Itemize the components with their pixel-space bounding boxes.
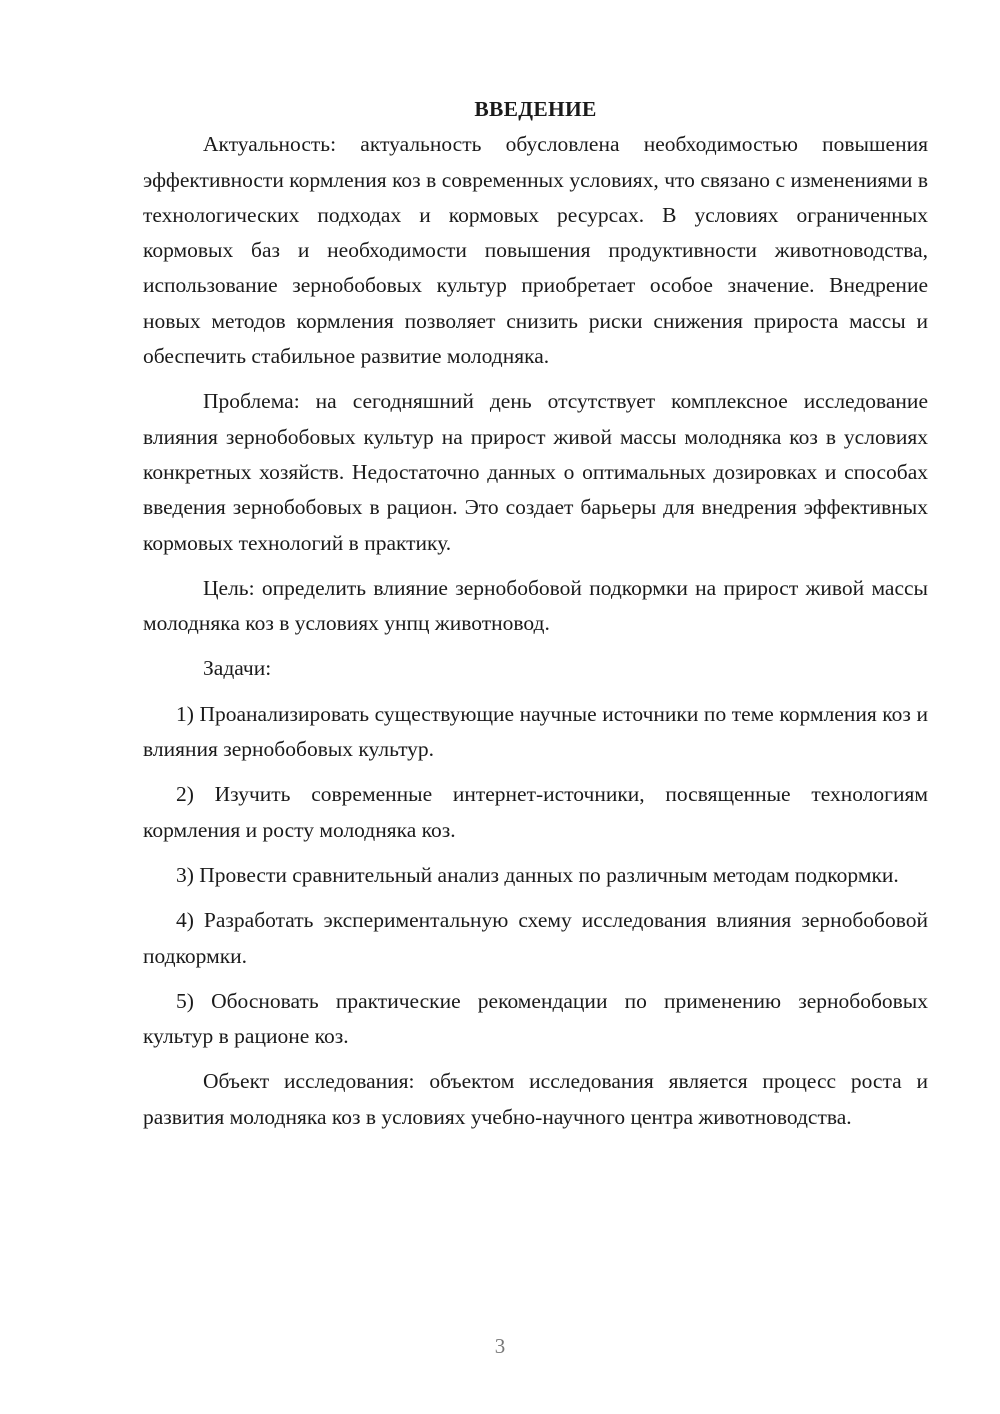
tasks-heading: Задачи: bbox=[203, 656, 272, 681]
page-number: 3 bbox=[494, 1334, 506, 1358]
object-paragraph: Объект исследования: объектом исследования является процесс роста и развития молодняка коз в условиях учебно-научного центра животноводства. bbox=[143, 1069, 928, 1129]
task-item-5: 5) Обосновать практические рекомендации по применению зернобобовых культур в рационе коз. bbox=[143, 988, 928, 1049]
problem-paragraph: Проблема: на сегодняшний день отсутствует комплексное исследование влияния зернобобовых культур на прирост живой массы молодняка коз в условиях конкретных хозяйств. Недостаточно данных о оптимальных дозировках и способах введения зернобобовых в рацион. Это создает барьеры для внедрения эффективных кормовых технологий в практику. bbox=[143, 389, 928, 555]
goal-paragraph: Цель: определить влияние зернобобовой подкормки на прирост живой массы молодняка коз в условиях унпц животновод. bbox=[143, 575, 928, 636]
relevance-paragraph: Актуальность: актуальность обусловлена необходимостью повышения эффективности кормления коз в современных условиях, что связано с изменениями в технологических подходах и кормовых ресурсах. В условиях ограниченных кормовых баз и необходимости повышения продуктивности животноводства, использование зернобобовых культур приобретает особое значение. Внедрение новых методов кормления позволяет снизить риски снижения прироста массы и обеспечить стабильное развитие молодняка. bbox=[143, 132, 928, 369]
task-item-4: 4) Разработать экспериментальную схему исследования влияния зернобобовой подкормки. bbox=[143, 908, 928, 968]
page-title: ВВЕДЕНИЕ bbox=[474, 97, 597, 121]
document-page bbox=[143, 92, 928, 1145]
task-item-1: 1) Проанализировать существующие научные источники по теме кормления коз и влияния зернобобовых культур. bbox=[143, 701, 928, 762]
task-item-3: 3) Провести сравнительный анализ данных по различным методам подкормки. bbox=[176, 862, 899, 887]
task-item-2: 2) Изучить современные интернет-источники, посвященные технологиям кормления и росту молодняка коз. bbox=[143, 782, 928, 842]
